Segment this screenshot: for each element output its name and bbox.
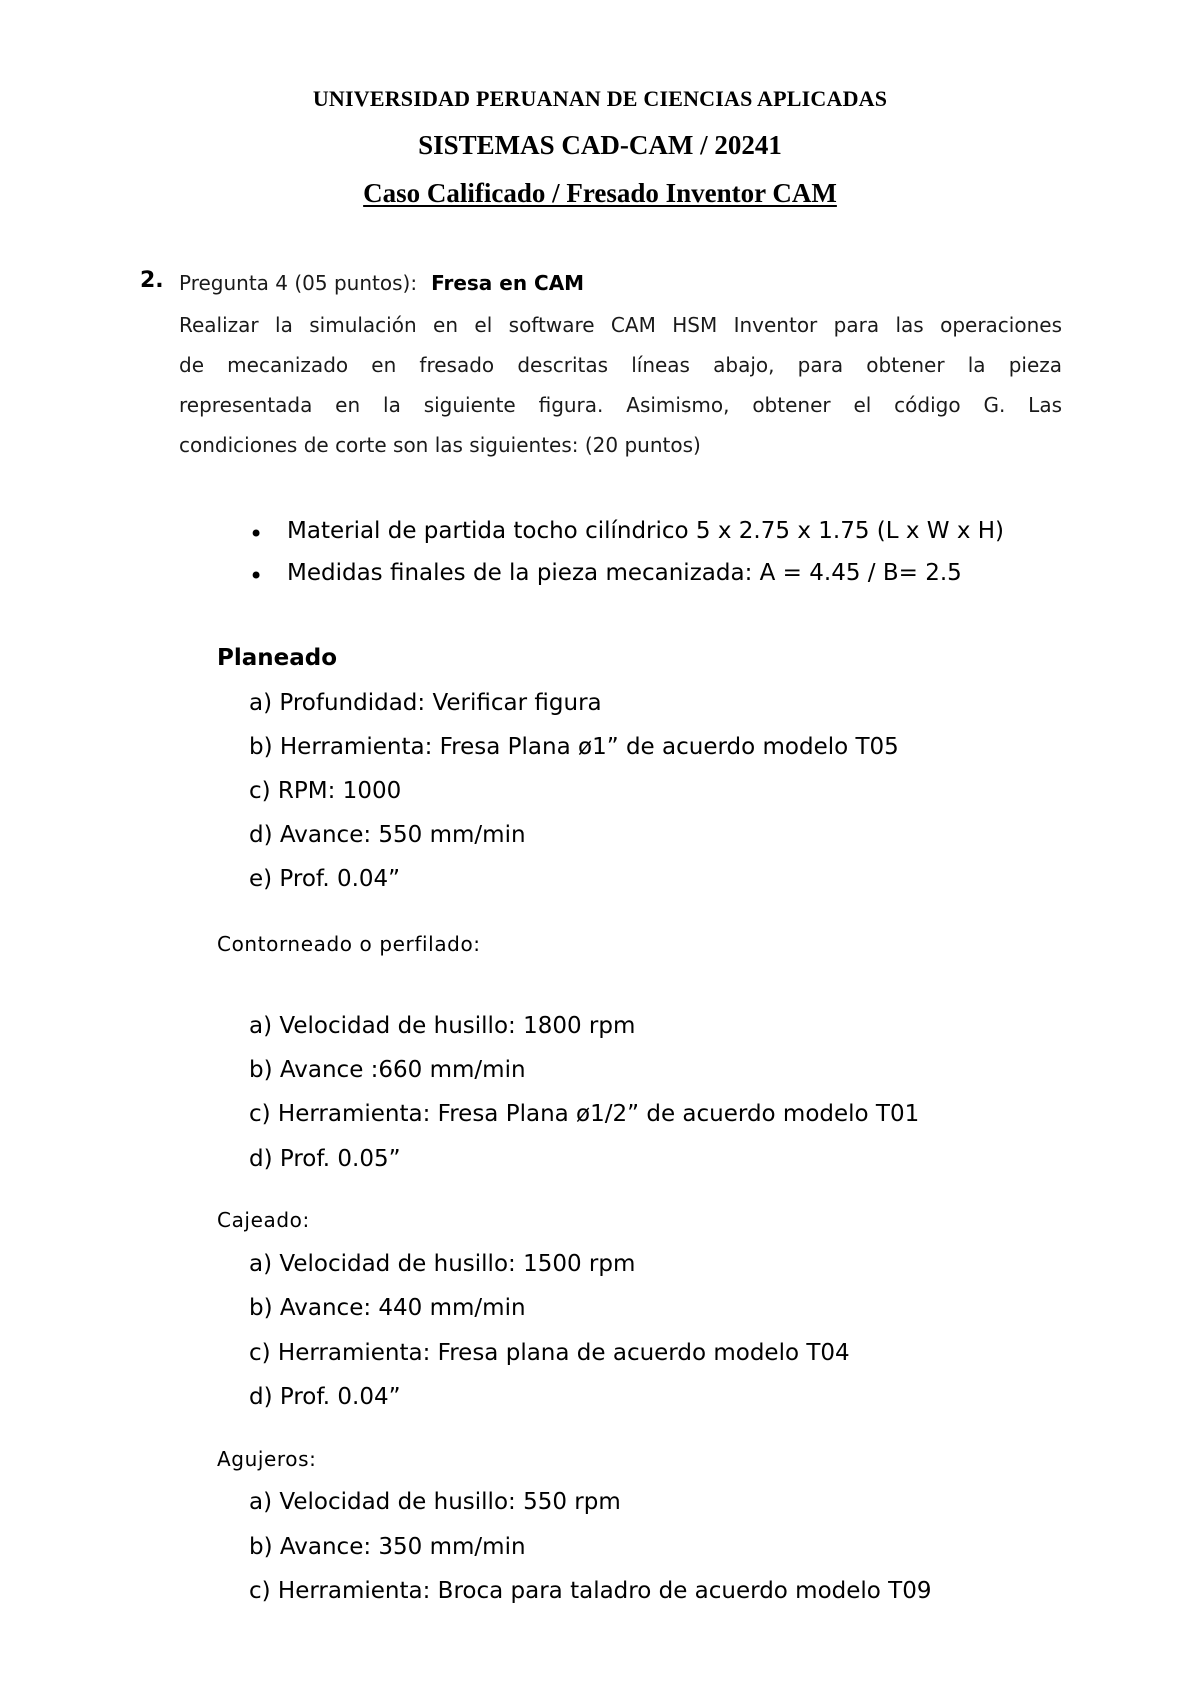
list-item: a) Velocidad de husillo: 1500 rpm — [249, 1251, 636, 1277]
bullet-icon: • — [249, 520, 264, 548]
question-heading — [179, 271, 584, 295]
case-title: Caso Calificado / Fresado Inventor CAM — [363, 178, 837, 208]
university-name: UNIVERSIDAD PERUANAN DE CIENCIAS APLICADAS — [312, 86, 888, 111]
section-title-cajeado: Cajeado: — [217, 1208, 310, 1232]
list-item: a) Profundidad: Verificar figura — [249, 690, 602, 716]
list-item: a) Velocidad de husillo: 1800 rpm — [249, 1013, 636, 1039]
list-item: c) Herramienta: Fresa Plana ø1/2” de acuerdo modelo T01 — [249, 1101, 920, 1127]
section-title-agujeros: Agujeros: — [217, 1447, 317, 1471]
question-number: 2. — [140, 268, 164, 293]
list-item: d) Prof. 0.04” — [249, 1384, 401, 1410]
list-item: c) Herramienta: Broca para taladro de acuerdo modelo T09 — [249, 1578, 932, 1604]
list-item: d) Prof. 0.05” — [249, 1146, 401, 1172]
bullet-item-dimensions: Medidas finales de la pieza mecanizada: A = 4.45 / B= 2.5 — [287, 560, 962, 586]
question-line-2: de mecanizado en fresado descritas líneas abajo, para obtener la pieza — [179, 353, 1062, 377]
list-item: c) Herramienta: Fresa plana de acuerdo modelo T04 — [249, 1340, 850, 1366]
list-item: a) Velocidad de husillo: 550 rpm — [249, 1489, 621, 1515]
question-label: Pregunta 4 (05 puntos): — [179, 271, 418, 295]
list-item: b) Avance :660 mm/min — [249, 1057, 526, 1083]
list-item: b) Herramienta: Fresa Plana ø1” de acuerdo modelo T05 — [249, 734, 899, 760]
bullet-icon: • — [249, 562, 264, 590]
question-line-1: Realizar la simulación en el software CAM HSM Inventor para las operaciones — [179, 313, 1062, 337]
bullet-item-material: Material de partida tocho cilíndrico 5 x 2.75 x 1.75 (L x W x H) — [287, 518, 1005, 544]
question-line-4: condiciones de corte son las siguientes: (20 puntos) — [179, 433, 701, 457]
list-item: d) Avance: 550 mm/min — [249, 822, 526, 848]
question-topic: Fresa en CAM — [431, 271, 585, 295]
section-title-contorneado: Contorneado o perfilado: — [217, 932, 481, 956]
list-item: b) Avance: 440 mm/min — [249, 1295, 526, 1321]
list-item: c) RPM: 1000 — [249, 778, 402, 804]
list-item: b) Avance: 350 mm/min — [249, 1534, 526, 1560]
list-item: e) Prof. 0.04” — [249, 866, 401, 892]
course-title: SISTEMAS CAD-CAM / 20241 — [418, 130, 782, 160]
question-line-3: representada en la siguiente figura. Asimismo, obtener el código G. Las — [179, 393, 1062, 417]
section-title-planeado: Planeado — [217, 645, 338, 671]
